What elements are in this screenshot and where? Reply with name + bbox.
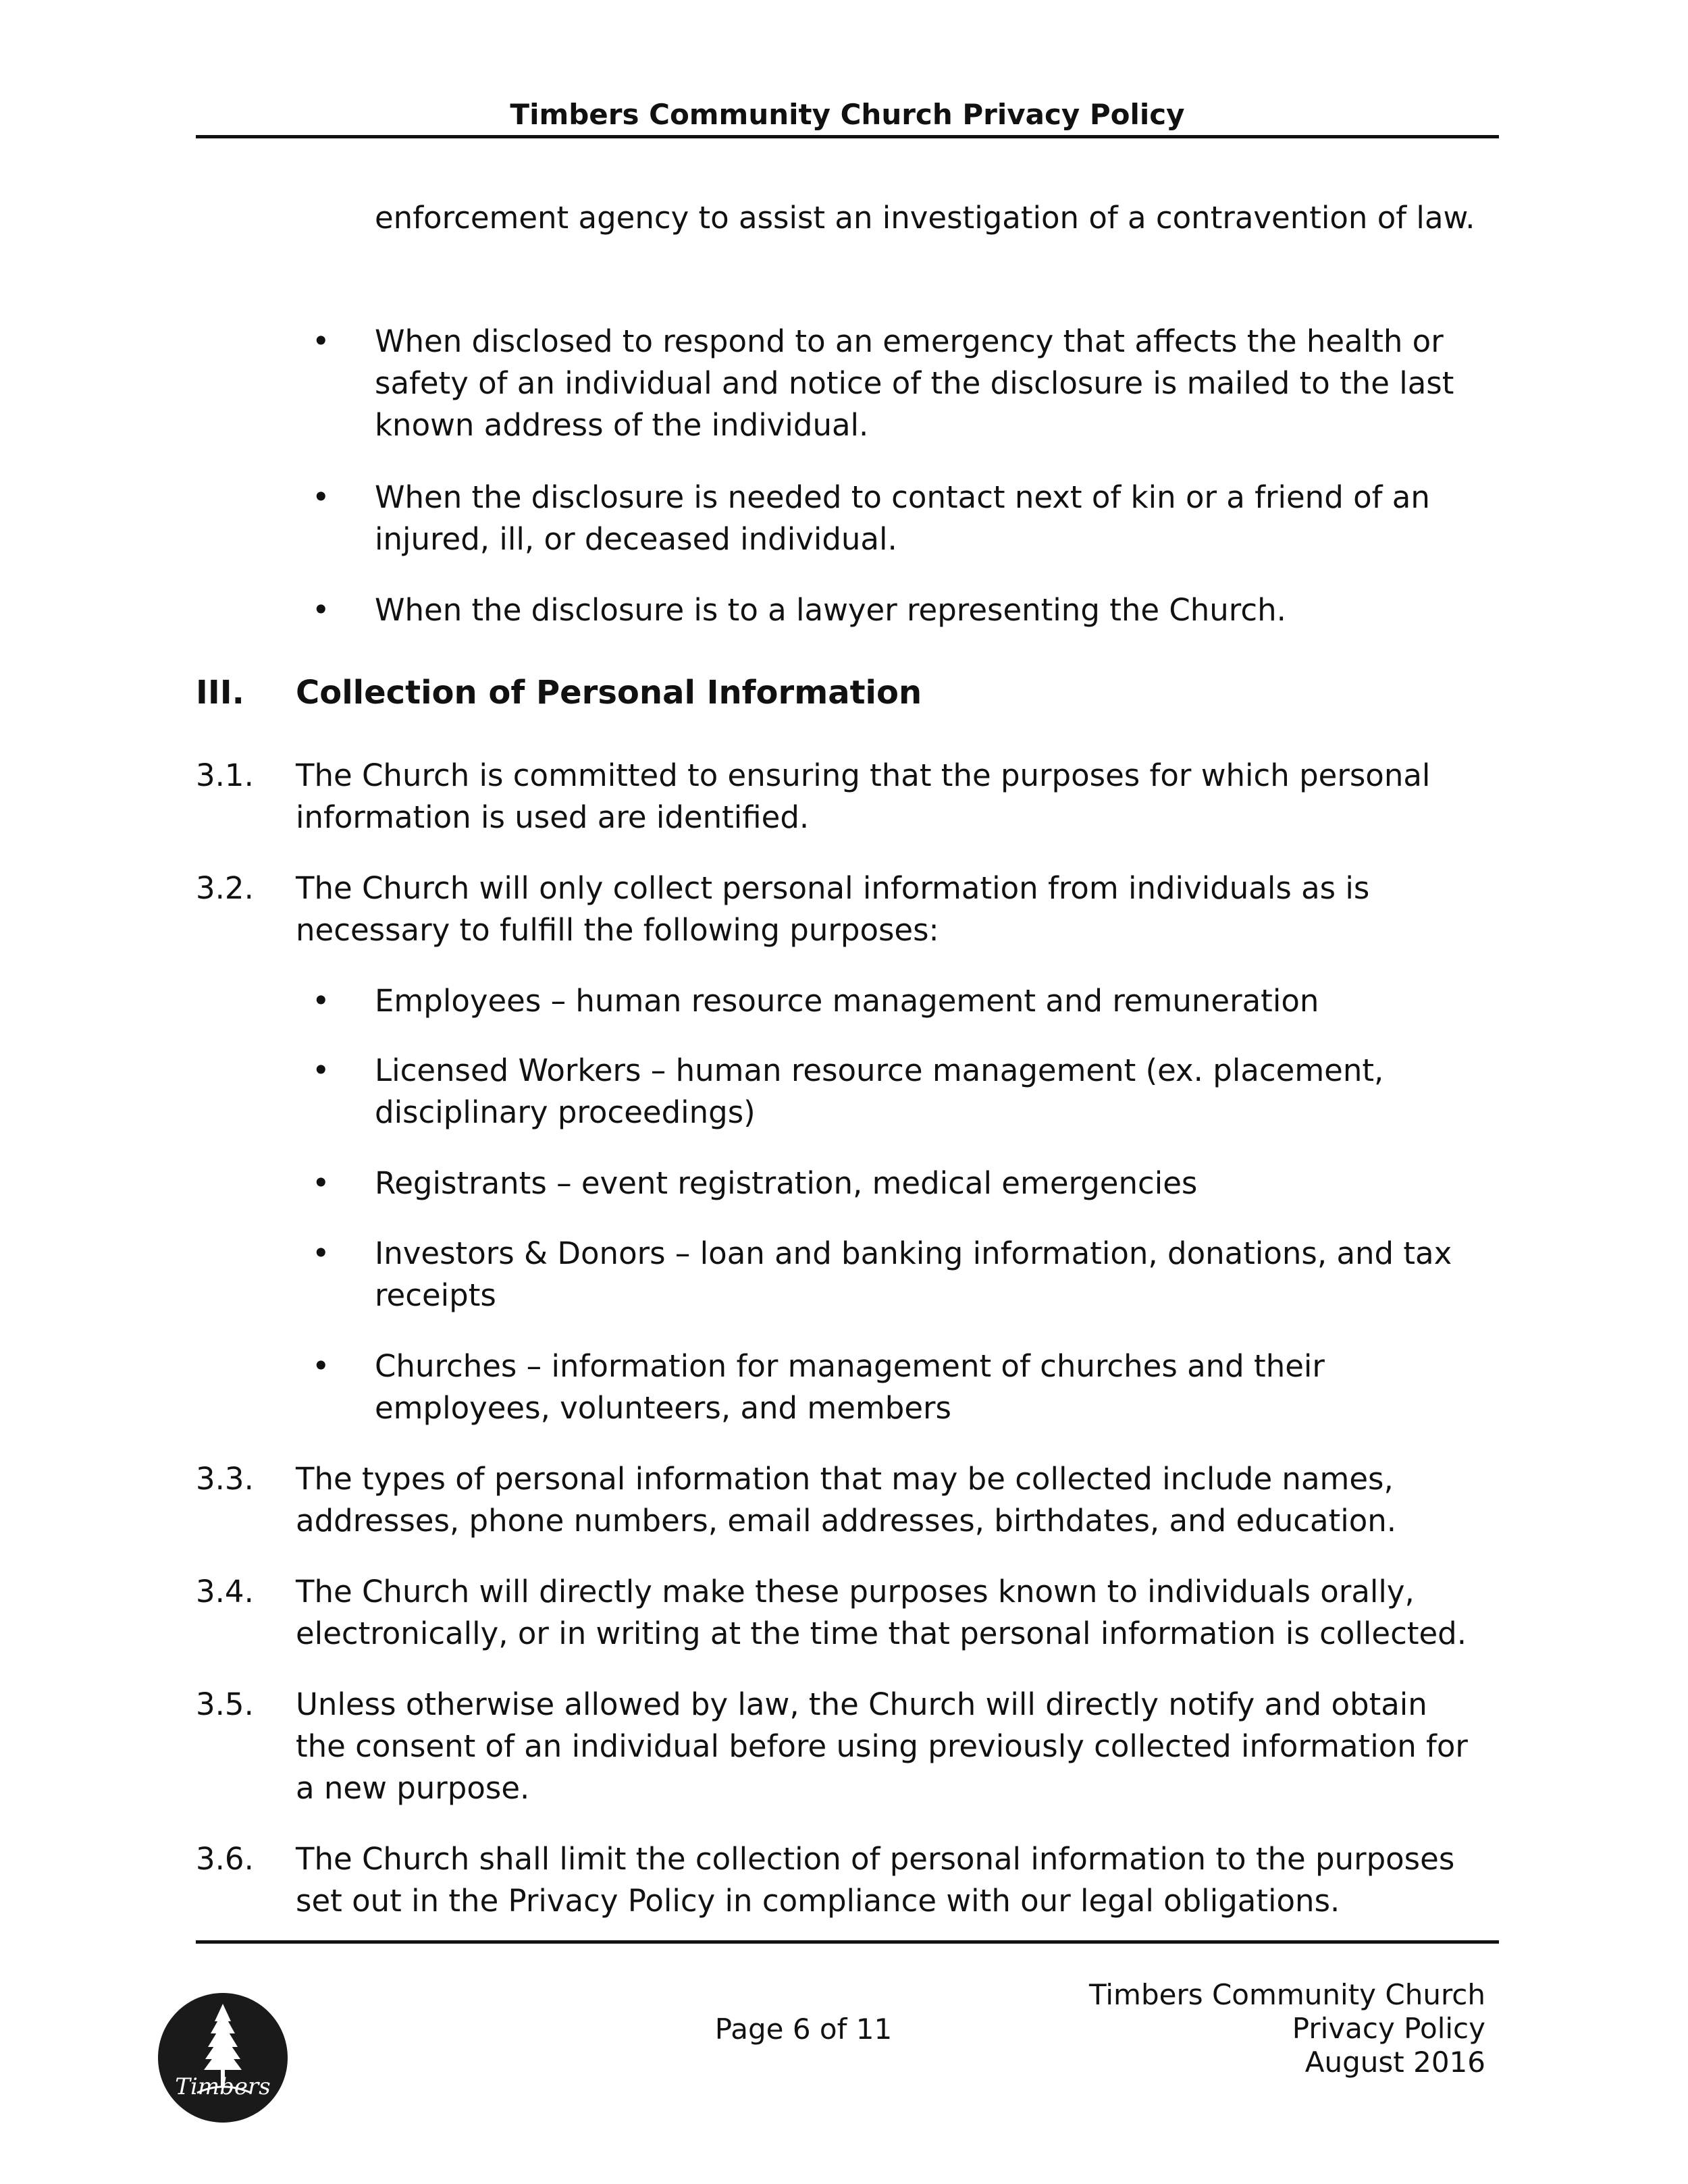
clause-number: 3.3.: [196, 1461, 254, 1497]
footer-doc-info: [1089, 1978, 1485, 2079]
list-item-line: known address of the individual.: [375, 407, 869, 443]
clause-line: The Church will only collect personal information from individuals as is: [296, 870, 1370, 906]
list-item-line: Licensed Workers – human resource management (ex. placement,: [375, 1053, 1384, 1088]
footer-date: August 2016: [1304, 2046, 1485, 2079]
bullet-marker: •: [312, 479, 330, 515]
list-item-line: safety of an individual and notice of the disclosure is mailed to the last: [375, 365, 1454, 401]
bullet-marker: •: [312, 1053, 330, 1088]
list-item-line: disciplinary proceedings): [375, 1094, 756, 1130]
clause-number: 3.5.: [196, 1686, 254, 1722]
footer-org: Timbers Community Church: [1089, 1978, 1485, 2011]
clause-number: 3.4.: [196, 1574, 254, 1609]
clause-line: necessary to fulfill the following purposes:: [296, 912, 939, 948]
clause-number: 3.2.: [196, 870, 254, 906]
clause-line: electronically, or in writing at the time that personal information is collected.: [296, 1616, 1467, 1651]
clause-line: the consent of an individual before using previously collected information for: [296, 1728, 1468, 1764]
list-item-line: When disclosed to respond to an emergency that affects the health or: [375, 323, 1444, 359]
list-item-line: Employees – human resource management and remuneration: [375, 983, 1319, 1019]
clause-line: information is used are identified.: [296, 799, 810, 835]
list-item-line: Investors & Donors – loan and banking information, donations, and tax: [375, 1235, 1452, 1271]
logo-wordmark: Timbers: [175, 2073, 271, 2100]
clause-number: 3.6.: [196, 1841, 254, 1877]
clause-line: The Church shall limit the collection of personal information to the purposes: [296, 1841, 1455, 1877]
clause-line: addresses, phone numbers, email addresses, birthdates, and education.: [296, 1503, 1397, 1539]
section-title: Collection of Personal Information: [296, 674, 922, 712]
list-item-line: When the disclosure is needed to contact next of kin or a friend of an: [375, 479, 1430, 515]
page-header-title: Timbers Community Church Privacy Policy: [510, 98, 1185, 131]
clause-line: The types of personal information that may be collected include names,: [296, 1461, 1394, 1497]
clause-number: 3.1.: [196, 757, 254, 793]
footer-doc-title: Privacy Policy: [1292, 2012, 1485, 2045]
clause-line: The Church is committed to ensuring that the purposes for which personal: [296, 757, 1431, 793]
list-item-line: When the disclosure is to a lawyer representing the Church.: [375, 592, 1286, 628]
list-item-line: employees, volunteers, and members: [375, 1390, 951, 1426]
footer-divider: [196, 1940, 1499, 1944]
clause-line: The Church will directly make these purposes known to individuals orally,: [296, 1574, 1415, 1609]
list-item-line: Churches – information for management of churches and their: [375, 1348, 1325, 1384]
continuation-line: enforcement agency to assist an investigation of a contravention of law.: [375, 200, 1475, 236]
clause-line: a new purpose.: [296, 1770, 530, 1806]
list-item-line: receipts: [375, 1277, 496, 1313]
bullet-marker: •: [312, 1165, 330, 1201]
clause-line: set out in the Privacy Policy in compliance with our legal obligations.: [296, 1883, 1340, 1919]
timbers-logo: [157, 1992, 289, 2124]
clause-line: Unless otherwise allowed by law, the Church will directly notify and obtain: [296, 1686, 1427, 1722]
bullet-marker: •: [312, 1348, 330, 1384]
list-item-line: injured, ill, or deceased individual.: [375, 521, 897, 557]
bullet-marker: •: [312, 323, 330, 359]
bullet-marker: •: [312, 592, 330, 628]
section-number: III.: [196, 674, 244, 712]
page-number: Page 6 of 11: [714, 2013, 893, 2046]
bullet-marker: •: [312, 983, 330, 1019]
list-item-line: Registrants – event registration, medical emergencies: [375, 1165, 1198, 1201]
header-divider: [196, 135, 1499, 138]
bullet-marker: •: [312, 1235, 330, 1271]
